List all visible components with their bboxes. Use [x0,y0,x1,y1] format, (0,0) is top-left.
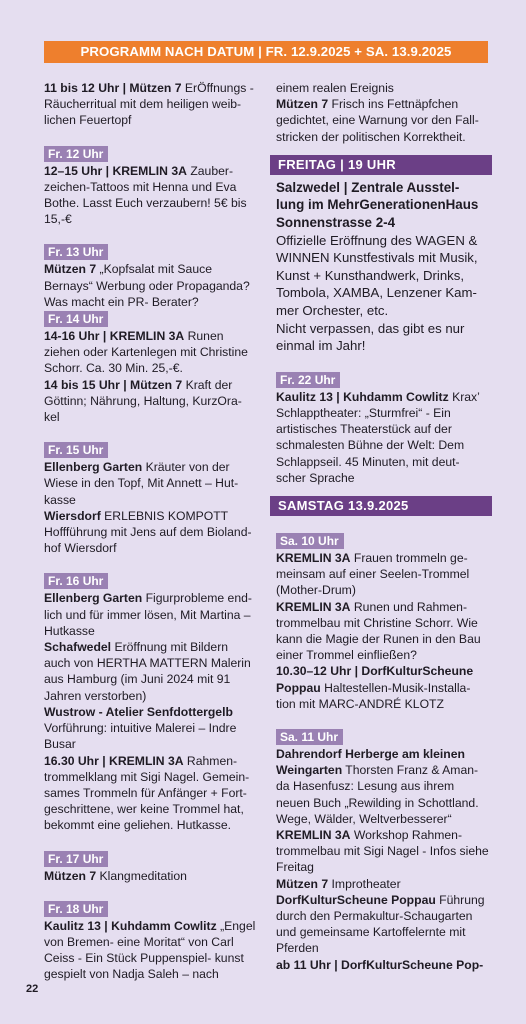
time-tag-fr-14: Fr. 14 Uhr [44,311,108,327]
entry-wustrow: Wustrow - Atelier Senfdottergelb Vorführung: intuitive Malerei – Indre Busar [44,704,237,752]
entry-henna-tattoos: 12–15 Uhr | KREMLIN 3A Zauber- zeichen-Tattoos mit Henna und Eva Bothe. Lasst Euch verzaubern! 5€ bis 15,-€ [44,163,247,227]
opening-description: Offizielle Eröffnung des WAGEN & WINNEN Kunstfestivals mit Musik, Kunst + Kunsthandwerk, Drinks, Tombola, XAMBA, Lenzener Kam- mer Orchester, etc. [276,232,478,318]
entry-fettnaepfchen: Mützen 7 Frisch ins Fettnäpfchen gedichtet, eine Warnung vor den Fall- stricken der politischen Korrektheit. [276,97,479,144]
entry-kopfsalat: Mützen 7 „Kopfsalat mit Sauce Bernays“ Werbung oder Propaganda? Was macht ein PR- Berater? [44,262,250,309]
page-number: 22 [26,983,39,995]
time-tag-fr-15: Fr. 15 Uhr [44,442,108,458]
left-column [44,80,256,983]
entry-wiersdorf: Wiersdorf ERLEBNIS KOMPOTT Hoffführung mit Jens auf dem Bioland- hof Wiersdorf [44,508,252,556]
time-tag-fr-12: Fr. 12 Uhr [44,146,108,162]
time-tag-sa-10: Sa. 10 Uhr [276,533,344,549]
opening-note: Nicht verpassen, das gibt es nur einmal im Jahr! [276,320,465,354]
time-tag-fr-13: Fr. 13 Uhr [44,244,108,260]
entry-engel-von-bremen: Kaulitz 13 | Kuhdamm Cowlitz „Engel von Bremen- eine Moritat“ von Carl Ceiss - Ein Stück Puppenspiel- kunst gespielt von Nadja Saleh – nach [44,918,256,982]
entry-runen-trommelbau: KREMLIN 3A Runen und Rahmen- trommelbau mit Christine Schorr. Wie kann die Magie der Runen in den Bau einer Trommel einfließen? [276,599,481,663]
venue-salzwedel: Salzwedel | Zentrale Ausstel- lung im MehrGenerationenHaus Sonnenstrasse 2-4 [276,179,479,230]
entry-runen-ziehen: 14-16 Uhr | KREMLIN 3A Runen ziehen oder Kartenlegen mit Christine Schorr. Ca. 30 Min. 25,-€. [44,329,248,376]
entry-frauen-trommeln: KREMLIN 3A Frauen trommeln ge- meinsam auf einer Seelen-Trommel (Mother-Drum) [276,550,470,598]
entry-rahmentrommelklang: 16.30 Uhr | KREMLIN 3A Rahmen- trommelklang mit Sigi Nagel. Gemein- sames Trommeln für Anfänger + Fort- geschrittene, wer keine Trommel hat, bekommt eine geliehen. Hutkasse. [44,753,250,833]
entry-kraft-der-goettinn: 14 bis 15 Uhr | Mützen 7 Kraft der Göttinn; Nährung, Haltung, KurzOra- kel [44,377,242,425]
entry-continuation: einem realen Ereignis [276,81,394,95]
entry-permakultur-fuehrung: DorfKulturScheune Poppau Führung durch den Permakultur-Schaugarten und gemeinsame Kartoffelernte mit Pferden [276,892,485,956]
day-band-friday: FREITAG | 19 UHR [270,155,492,175]
day-band-saturday: SAMSTAG 13.9.2025 [270,496,492,516]
time-tag-fr-18: Fr. 18 Uhr [44,901,108,917]
entry-schafwedel: Schafwedel Eröffnung mit Bildern auch von HERTHA MATTERN Malerin aus Hamburg (im Juni 2024 mit 91 Jahren verstorben) [44,640,251,703]
entry-improtheater: Mützen 7 Improtheater [276,876,401,891]
time-tag-fr-17: Fr. 17 Uhr [44,851,108,867]
entry-haltestellen-musik: 10.30–12 Uhr | DorfKulturScheune Poppau Haltestellen-Musik-Installa- tion mit MARC-ANDRÉ KLOTZ [276,664,474,711]
entry-sturmfrei: Kaulitz 13 | Kuhdamm Cowlitz Krax’ Schlapptheater: „Sturmfrei“ - Ein artistisches Theaterstück auf der schmalesten Bühne der Welt: Dem Schlappseil. 45 Minuten, mit deut- scher Sprache [276,389,480,485]
entry-workshop-rahmentrommel: KREMLIN 3A Workshop Rahmen- trommelbau mit Sigi Nagel - Infos siehe Freitag [276,828,489,875]
entry-figurprobleme: Ellenberg Garten Figurprobleme end- lich und für immer lösen, Mit Martina – Hutkasse [44,591,252,638]
entry-dorfkulturscheune-ab-11: ab 11 Uhr | DorfKulturScheune Pop- [276,957,484,972]
time-tag-sa-11: Sa. 11 Uhr [276,729,343,745]
time-tag-fr-16: Fr. 16 Uhr [44,573,108,589]
section-header: PROGRAMM NACH DATUM | FR. 12.9.2025 + SA. 13.9.2025 [44,41,488,63]
time-tag-fr-22: Fr. 22 Uhr [276,372,340,388]
entry-klangmeditation: Mützen 7 Klangmeditation [44,868,187,883]
entry-lesung-rewilding: Dahrendorf Herberge am kleinen Weingarten Thorsten Franz & Aman- da Hasenfusz: Lesung aus ihrem neuen Buch „Rewilding in Schottland. Wege, Wälder, Weltverbesserer“ [276,747,479,826]
right-column [276,80,490,973]
entry-opening-ritual: 11 bis 12 Uhr | Mützen 7 ErÖffnungs -Räucherritual mit dem heiligen weib- lichen Feuertopf [44,81,254,128]
entry-kraeuter: Ellenberg Garten Kräuter von der Wiese in den Topf, Mit Annett – Hut- kasse [44,460,239,507]
